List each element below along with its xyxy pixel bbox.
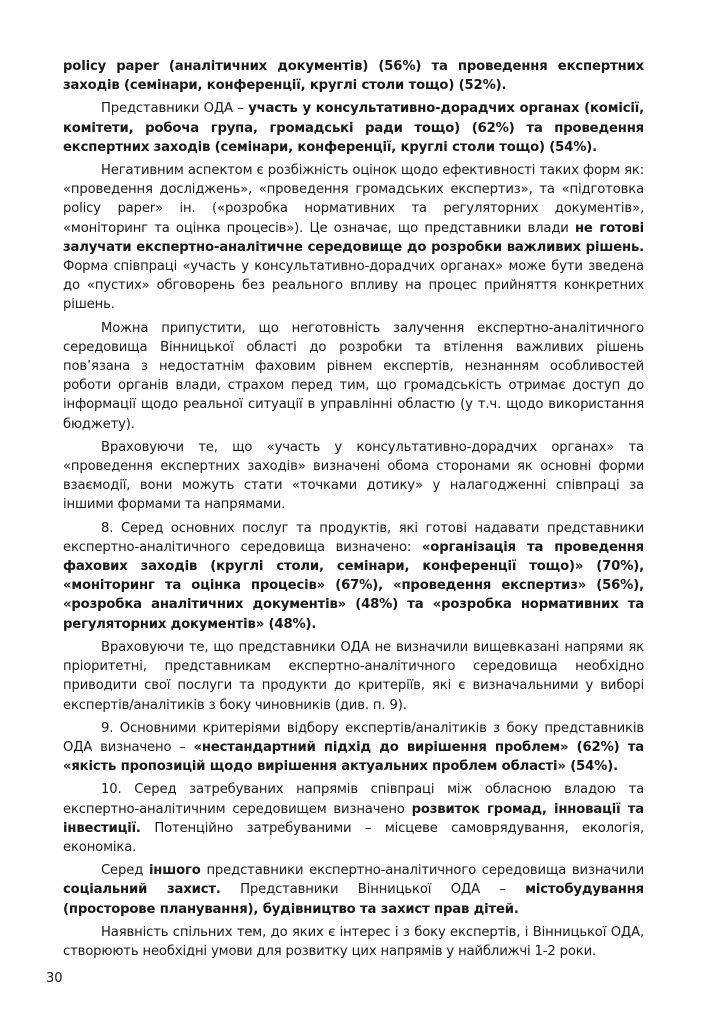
- bold-text: policy paper (аналітичних документів) (56%) та проведення експертних заходів (семінари, конференції, круглі столи тощо) (52%).: [63, 59, 644, 94]
- text-run: Представники ОДА –: [101, 101, 249, 117]
- text-run: Можна припустити, що неготовність залучення експертно-аналітичного середовища Вінницької області до розробки та втілення важливих рішень пов’язана з недостатнім фаховим рівнем експертів, незнанням особливостей роботи органів влади, страхом перед тим, що громадськість отримає доступ до інформації щодо реальної ситуації в управлінні областю (у т.ч. щодо використання бюджету).: [63, 320, 644, 432]
- bold-text: «нестандартний підхід до вирішення проблем» (62%) та «якість пропозицій щодо вирішення актуальних проблем області» (54%).: [63, 739, 644, 775]
- bold-text: участь у консультативно-дорадчих органах (комісії, комітети, робоча група, громадські ради тощо) (62%) та проведення експертних заходів (семінари, конференції, круглі столи тощо) (54%).: [63, 101, 644, 155]
- paragraph: [63, 638, 644, 715]
- text-run: Негативним аспектом є розбіжність оцінок щодо ефективності таких форм як: «проведення досліджень», «проведення громадських експертиз», та «підготовка policy paper» ін. («розробка нормативних та регуляторних документів», «моніторинг та оцінка процесів»). Це означає, що представники влади: [63, 163, 644, 236]
- text-run: Наявність спільних тем, до яких є інтерес і з боку експертів, і Вінницької ОДА, створюють необхідні умови для розвитку цих напрямів у найближчі 1-2 роки.: [63, 924, 644, 959]
- bold-text: соціальний захист.: [63, 882, 221, 898]
- text-run: Серед: [101, 863, 149, 879]
- text-run: 9. Основними критеріями відбору експертів/аналітиків з боку представників ОДА визначено –: [63, 720, 644, 755]
- bold-text: не готові залучати експертно-аналітичне середовище до розробки важливих рішень.: [63, 220, 644, 255]
- paragraph: [63, 99, 644, 157]
- paragraph: [63, 923, 644, 961]
- text-run: 10. Серед затребуваних напрямів співпраці між обласною владою та експертно-аналітичним середовищем визначено: [63, 782, 644, 817]
- paragraph: [63, 861, 644, 919]
- text-run: Враховуючи те, що представники ОДА не визначили вищевказані напрями як пріоритетні, представникам експертно-аналітичного середовища необхідно приводити свої послуги та продукти до критеріїв, які є визначальними у виборі експертів/аналітиків з боку чиновників (див. п. 9).: [63, 639, 644, 713]
- text-run: 8. Серед основних послуг та продуктів, які готові надавати представники експертно-аналітичного середовища визначено:: [63, 520, 644, 555]
- text-run: Потенційно затребуваними – місцеве самоврядування, екологія, економіка.: [63, 820, 644, 855]
- bold-text: містобудування (просторове планування), будівництво та захист прав дітей.: [63, 882, 644, 917]
- bold-text: іншого: [148, 863, 201, 879]
- paragraph: [63, 438, 644, 515]
- bold-text: «організація та проведення фахових заходів (круглі столи, семінари, конференції тощо)» (70%), «моніторинг та оцінка процесів» (67%), «проведення експертиз» (56%), «розробка аналітичних документів» (48%) та «розробка нормативних та регуляторних документів» (48%).: [63, 539, 644, 632]
- text-run: Форма співпраці «участь у консультативно-дорадчих органах» може бути зведена до «пустих» обговорень без реального впливу на процес прийняття конкретних рішень.: [63, 259, 644, 313]
- paragraph: [63, 161, 644, 315]
- paragraph: [63, 519, 644, 634]
- text-run: Враховуючи те, що «участь у консультативно-дорадчих органах» та «проведення експертних заходів» визначені обома сторонами як основні форми взаємодії, вони можуть стати «точками дотику» у налагодженні співпраці за іншими формами та напрямами.: [63, 439, 644, 513]
- paragraph: [63, 780, 644, 857]
- paragraph: [63, 719, 644, 777]
- bold-text: розвиток громад, інновації та інвестиції.: [63, 801, 644, 836]
- paragraph: [63, 319, 644, 434]
- text-run: представники експертно-аналітичного середовища визначили: [200, 863, 644, 879]
- document-body: [63, 57, 644, 965]
- paragraph: [63, 57, 644, 95]
- page-number: 30: [46, 971, 63, 986]
- text-run: Представники Вінницької ОДА –: [220, 882, 526, 898]
